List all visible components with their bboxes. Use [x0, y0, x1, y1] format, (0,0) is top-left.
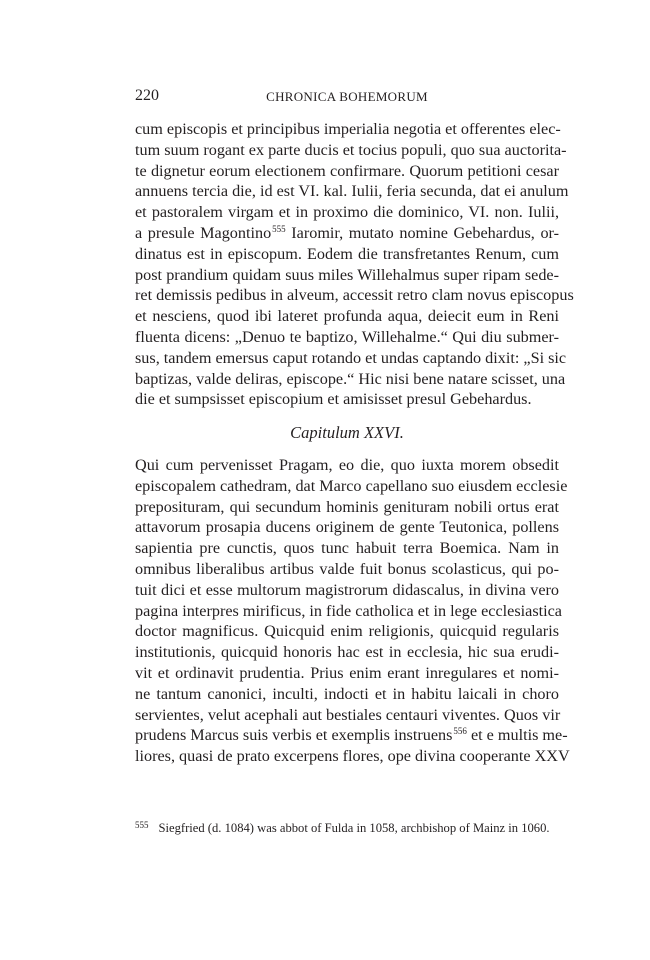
text-line: dinatus est in episcopum. Eodem die transfretantes Renum, cum — [135, 244, 559, 263]
text-line: liores, quasi de prato excerpens flores, ope divina cooperante XXV — [135, 747, 570, 766]
text-line: ne tantum canonici, inculti, indocti et in habitu laicali in choro — [135, 684, 559, 703]
line-text: a presule Magontino — [135, 223, 272, 242]
text-line: episcopalem cathedram, dat Marco capellano suo eiusdem ecclesie — [135, 476, 568, 495]
running-title: CHRONICA BOHEMORUM — [266, 89, 428, 104]
text-line-with-footnote — [135, 725, 568, 746]
text-line: tuit dici et esse multorum magistrorum didascalus, in divina vero — [135, 580, 559, 599]
text-line: cum episcopis et principibus imperialia negotia et offerentes elec- — [135, 120, 561, 138]
line-text: Iaromir, mutato nomine Gebehardus, or- — [285, 223, 559, 242]
text-line: sapientia pre cunctis, quos tunc habuit terra Boemica. Nam in — [135, 539, 559, 558]
chapter-heading: Capitulum XXVI. — [290, 423, 404, 442]
text-line: die et sumpsisset episcopium et amisisset presul Gebehardus. — [135, 390, 532, 409]
text-line: institutionis, quicquid honoris hac est in ecclesia, hic sua erudi- — [135, 643, 559, 662]
line-text: prudens Marcus suis verbis et exemplis instruens — [135, 726, 453, 745]
text-line: preposituram, qui secundum hominis genituram nobili ortus erat — [135, 497, 559, 516]
text-line: attavorum prosapia ducens originem de gente Teutonica, pollens — [135, 518, 559, 537]
footnote-reference[interactable]: 556 — [453, 726, 467, 737]
text-line: pagina interpres mirificus, in fide catholica et in lege ecclesiastica — [135, 601, 562, 620]
page-number: 220 — [135, 87, 159, 104]
line-text: et e multis me- — [466, 726, 568, 745]
running-head — [135, 86, 559, 106]
text-line: sus, tandem emersus caput rotando et undas captando dixit: „Si sic — [135, 348, 567, 367]
text-line: doctor magnificus. Quicquid enim religionis, quicquid regularis — [135, 622, 559, 641]
footnote-reference[interactable]: 555 — [272, 223, 286, 234]
text-line: annuens tercia die, id est VI. kal. Iulii, feria secunda, dat ei anulum — [135, 182, 569, 201]
footnote-number: 555 — [135, 820, 149, 830]
text-line: et nesciens, quod ibi lateret profunda aqua, deiecit eum in Reni — [135, 307, 559, 326]
footnote-text: Siegfried (d. 1084) was abbot of Fulda in 1058, archbishop of Mainz in 1060. — [158, 821, 550, 835]
text-line: ret demissis pedibus in alveum, accessit retro clam novus episcopus — [135, 286, 574, 305]
text-line: baptizas, valde deliras, episcope.“ Hic nisi bene natare scisset, una — [135, 369, 566, 388]
text-line: post prandium quidam suus miles Willehalmus super ripam sede- — [135, 265, 559, 284]
text-line: omnibus liberalibus artibus valde fuit bonus scolasticus, qui po- — [135, 559, 559, 578]
text-line: fluenta dicens: „Denuo te baptizo, Willehalme.“ Qui diu submer- — [135, 327, 559, 346]
paragraph-2 — [135, 455, 570, 767]
text-line-with-footnote — [135, 223, 559, 244]
text-line: Qui cum pervenisset Pragam, eo die, quo iuxta morem obsedit — [135, 456, 559, 474]
text-line: et pastoralem virgam et in proximo die dominico, VI. non. Iulii, — [135, 203, 559, 222]
footnote — [135, 817, 559, 836]
paragraph-1 — [135, 119, 574, 410]
text-line: tum suum rogant ex parte ducis et tocius populi, quo sua auctorita- — [135, 140, 567, 159]
text-line: vit et ordinavit prudentia. Prius enim erant inregulares et nomi- — [135, 663, 559, 682]
text-line: te dignetur eorum electionem confirmare. Quorum petitioni cesar — [135, 161, 559, 180]
text-line: servientes, velut acephali aut bestiales centauri viventes. Quos vir — [135, 705, 561, 724]
